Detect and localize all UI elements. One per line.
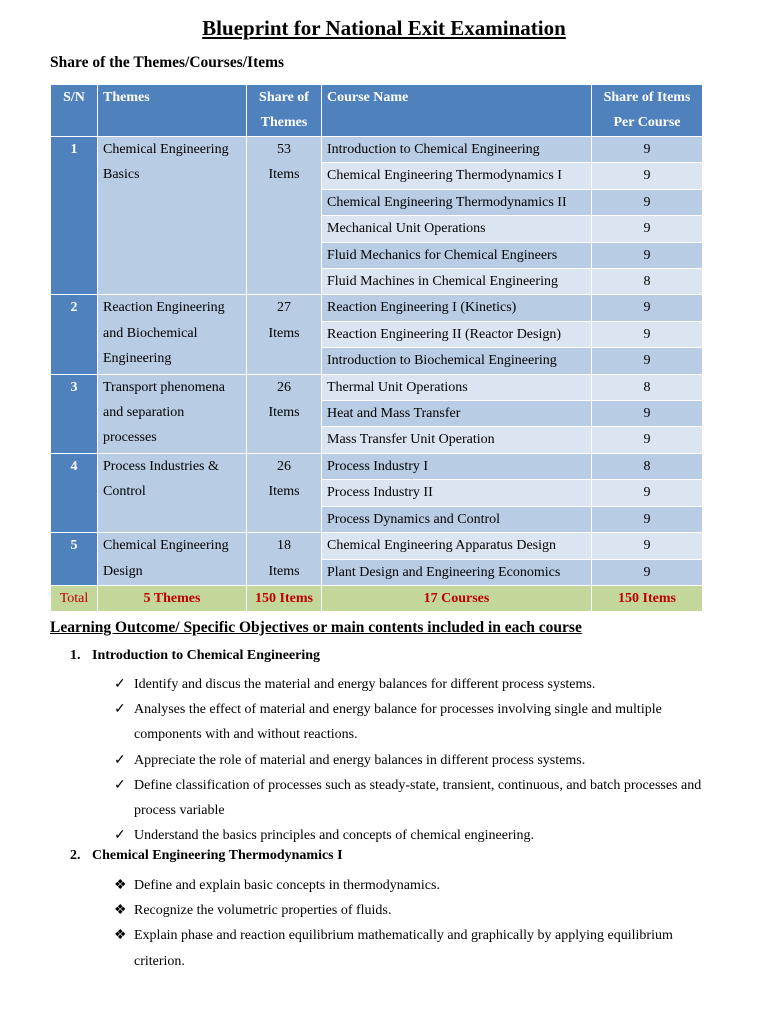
course-heading	[70, 648, 320, 664]
total-label: Total	[51, 585, 98, 611]
total-row	[51, 585, 703, 611]
objective-text: Identify and discus the material and energy balances for different process systems.	[134, 677, 596, 692]
total-course-items: 150 Items	[592, 585, 703, 611]
cell-course-name: Chemical Engineering Thermodynamics II	[322, 189, 592, 215]
cell-items-per-course: 9	[592, 321, 703, 347]
cell-items-per-course: 9	[592, 480, 703, 506]
course-number: 1.	[70, 648, 81, 663]
cell-items-per-course: 9	[592, 533, 703, 559]
objective-text: Recognize the volumetric properties of fluids.	[134, 903, 392, 919]
cell-items-per-course: 9	[592, 506, 703, 532]
objective-text: Define and explain basic concepts in thermodynamics.	[134, 878, 440, 893]
objective-text: Explain phase and reaction equilibrium mathematically and graphically by applying equilibrium criterion.	[134, 928, 673, 969]
checkmark-icon: ✓	[114, 777, 126, 793]
cell-course-name: Fluid Mechanics for Chemical Engineers	[322, 242, 592, 268]
cell-items-per-course: 9	[592, 189, 703, 215]
cell-sn: 5	[51, 533, 98, 586]
course-heading	[70, 848, 343, 864]
objective-text: Analyses the effect of material and energy balance for processes involving single and multiple components with and without reactions.	[134, 702, 662, 743]
cell-course-name: Process Industry I	[322, 453, 592, 479]
cell-course-name: Mass Transfer Unit Operation	[322, 427, 592, 453]
cell-course-name: Fluid Machines in Chemical Engineering	[322, 269, 592, 295]
cell-course-name: Introduction to Chemical Engineering	[322, 137, 592, 163]
cell-theme: Chemical Engineering Design	[98, 533, 247, 586]
course-number: 2.	[70, 848, 81, 863]
table-row	[51, 374, 703, 400]
list-item	[114, 898, 714, 923]
table-caption: Share of the Themes/Courses/Items	[50, 54, 285, 71]
cell-course-name: Plant Design and Engineering Economics	[322, 559, 592, 585]
objective-text: Appreciate the role of material and energy balances in different process systems.	[134, 752, 586, 768]
table-body	[51, 137, 703, 612]
header-course-name: Course Name	[322, 85, 592, 137]
total-themes: 5 Themes	[98, 585, 247, 611]
course-heading-text: Introduction to Chemical Engineering	[92, 648, 321, 663]
table-row	[51, 295, 703, 321]
cell-theme: Transport phenomena and separation processes	[98, 374, 247, 453]
table-row	[51, 453, 703, 479]
diamond-bullet-icon: ❖	[114, 878, 127, 893]
list-item	[114, 748, 714, 773]
cell-items-per-course: 8	[592, 374, 703, 400]
cell-sn: 4	[51, 453, 98, 532]
cell-sn: 1	[51, 137, 98, 295]
cell-share-of-theme: 53 Items	[247, 137, 322, 295]
diamond-bullet-icon: ❖	[114, 903, 127, 919]
cell-items-per-course: 9	[592, 559, 703, 585]
cell-course-name: Heat and Mass Transfer	[322, 401, 592, 427]
cell-course-name: Reaction Engineering II (Reactor Design)	[322, 321, 592, 347]
header-themes: Themes	[98, 85, 247, 137]
cell-items-per-course: 9	[592, 242, 703, 268]
table-row	[51, 533, 703, 559]
cell-theme: Reaction Engineering and Biochemical Engineering	[98, 295, 247, 374]
cell-course-name: Introduction to Biochemical Engineering	[322, 348, 592, 374]
diamond-bullet-icon: ❖	[114, 928, 127, 944]
cell-course-name: Reaction Engineering I (Kinetics)	[322, 295, 592, 321]
cell-share-of-theme: 27 Items	[247, 295, 322, 374]
total-items: 150 Items	[247, 585, 322, 611]
cell-theme: Process Industries & Control	[98, 453, 247, 532]
cell-items-per-course: 9	[592, 427, 703, 453]
list-item	[114, 873, 714, 898]
blueprint-table	[50, 84, 703, 612]
learning-outcomes-title: Learning Outcome/ Specific Objectives or main contents included in each course	[50, 619, 582, 636]
cell-course-name: Process Industry II	[322, 480, 592, 506]
checkmark-icon: ✓	[114, 702, 126, 718]
objective-text: Understand the basics principles and concepts of chemical engineering.	[134, 828, 535, 844]
cell-course-name: Thermal Unit Operations	[322, 374, 592, 400]
cell-sn: 3	[51, 374, 98, 453]
objectives-list	[114, 873, 714, 974]
header-share-of-themes: Share of Themes	[247, 85, 322, 137]
cell-items-per-course: 9	[592, 401, 703, 427]
cell-items-per-course: 9	[592, 348, 703, 374]
cell-items-per-course: 9	[592, 137, 703, 163]
cell-share-of-theme: 26 Items	[247, 374, 322, 453]
objectives-list	[114, 672, 714, 848]
header-items-per-course: Share of Items Per Course	[592, 85, 703, 137]
cell-items-per-course: 9	[592, 295, 703, 321]
cell-sn: 2	[51, 295, 98, 374]
cell-items-per-course: 8	[592, 453, 703, 479]
page-title: Blueprint for National Exit Examination	[202, 16, 566, 40]
list-item	[114, 672, 714, 697]
total-courses: 17 Courses	[322, 585, 592, 611]
checkmark-icon: ✓	[114, 828, 126, 844]
list-item	[114, 823, 714, 848]
list-item	[114, 923, 714, 973]
cell-share-of-theme: 26 Items	[247, 453, 322, 532]
header-sn: S/N	[51, 85, 98, 137]
cell-course-name: Mechanical Unit Operations	[322, 216, 592, 242]
checkmark-icon: ✓	[114, 677, 126, 692]
cell-course-name: Process Dynamics and Control	[322, 506, 592, 532]
list-item	[114, 773, 714, 823]
cell-theme: Chemical Engineering Basics	[98, 137, 247, 295]
objective-text: Define classification of processes such as steady-state, transient, continuous, and batch processes and process variable	[134, 777, 702, 819]
cell-items-per-course: 8	[592, 269, 703, 295]
checkmark-icon: ✓	[114, 752, 126, 768]
cell-items-per-course: 9	[592, 216, 703, 242]
table-header-row	[51, 85, 703, 137]
cell-course-name: Chemical Engineering Thermodynamics I	[322, 163, 592, 189]
course-heading-text: Chemical Engineering Thermodynamics I	[92, 848, 343, 863]
cell-share-of-theme: 18 Items	[247, 533, 322, 586]
table-row	[51, 137, 703, 163]
list-item	[114, 697, 714, 747]
cell-course-name: Chemical Engineering Apparatus Design	[322, 533, 592, 559]
cell-items-per-course: 9	[592, 163, 703, 189]
